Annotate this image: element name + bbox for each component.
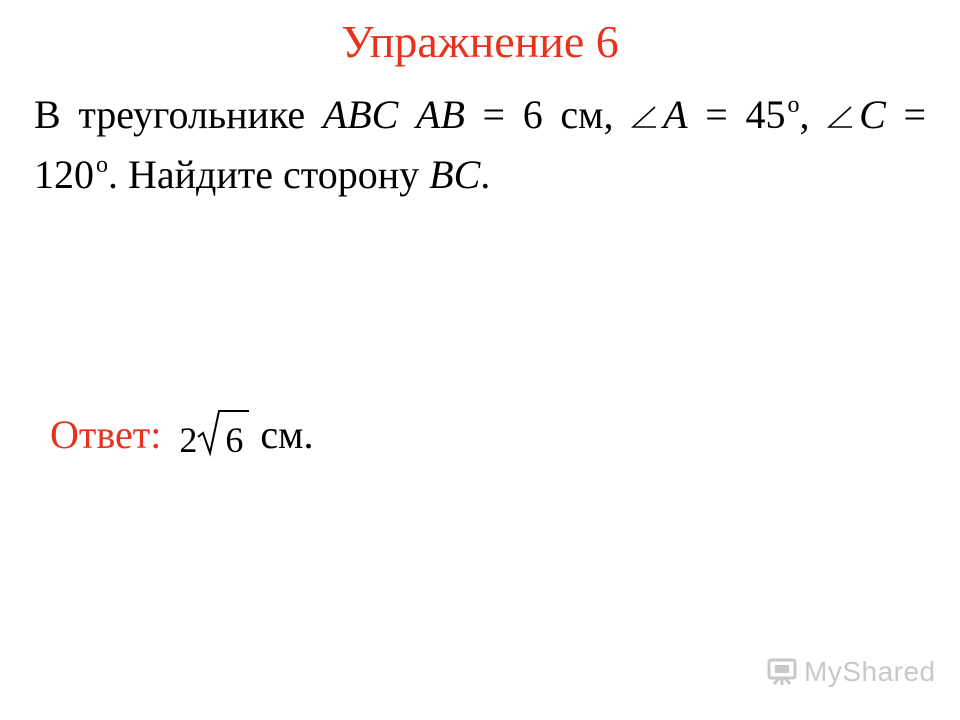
side-ab-value: = 6 см, <box>464 92 632 137</box>
angle-a-name: A <box>663 92 688 137</box>
question: . Найдите сторону <box>108 152 430 197</box>
answer-unit: см. <box>260 412 314 457</box>
watermark-brand: MyShared <box>804 656 936 687</box>
answer-formula <box>179 413 246 467</box>
angle-c-value: = 120 <box>34 92 927 197</box>
triangle-name: ABC <box>322 92 399 137</box>
problem-text <box>34 88 926 208</box>
angle-a-value: = 45 <box>687 92 786 137</box>
watermark <box>766 656 936 688</box>
degree-mark: o <box>787 92 800 118</box>
answer-radicand: 6 <box>225 420 244 460</box>
slide-title: Упражнение 6 <box>341 16 619 67</box>
angle-icon <box>827 104 853 130</box>
period: . <box>480 152 491 197</box>
square-root <box>197 413 246 467</box>
answer <box>50 408 313 463</box>
angle-icon <box>631 104 657 130</box>
side-ab: AB <box>416 92 465 137</box>
problem-intro: В треугольнике <box>34 92 323 137</box>
degree-mark: o <box>96 152 108 178</box>
angle-c-name: C <box>859 92 886 137</box>
side-bc: BC <box>429 152 481 197</box>
presentation-board-icon <box>766 656 798 688</box>
answer-coefficient: 2 <box>179 420 198 460</box>
answer-label: Ответ: <box>50 412 162 457</box>
comma: , <box>799 92 828 137</box>
radical-sign-icon <box>197 407 249 457</box>
